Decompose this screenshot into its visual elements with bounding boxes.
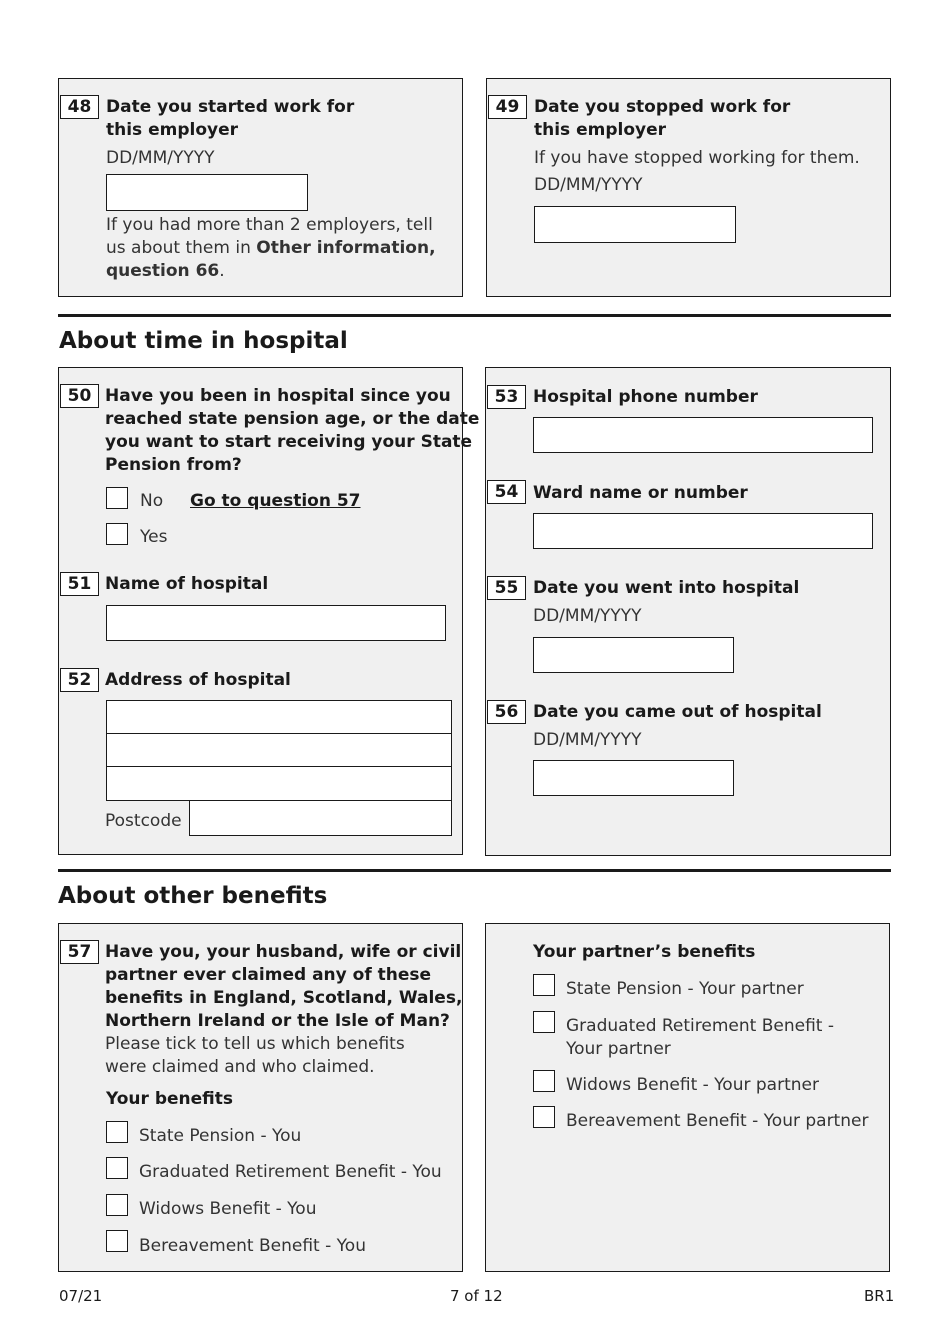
q55-title: Date you went into hospital	[533, 578, 800, 598]
q50-yes-label: Yes	[140, 527, 168, 547]
benefit-label: Bereavement Benefit - Your partner	[566, 1111, 869, 1131]
q49-hint: If you have stopped working for them. DD/MM/YYYY	[534, 148, 860, 195]
q56-date-out-input[interactable]	[533, 760, 734, 796]
q48-hint: DD/MM/YYYY	[106, 148, 215, 168]
q48-note: If you had more than 2 employers, tell us about them in Other information, question 66.	[106, 215, 436, 281]
section-heading-hospital: About time in hospital	[59, 328, 348, 354]
q57-title: Have you, your husband, wife or civil partner ever claimed any of these benefits in England, Scotland, Wales, Northern Ireland or the Isle of Man?	[105, 942, 463, 1031]
footer-page-number: 7 of 12	[450, 1287, 503, 1305]
partner-benefits-heading: Your partner’s benefits	[533, 942, 756, 962]
q48-title: Date you started work for this employer	[106, 97, 355, 140]
benefit-checkbox-bereavement-partner[interactable]	[533, 1106, 555, 1128]
q50-title: Have you been in hospital since you reached state pension age, or the date you want to start receiving your State Pension from?	[105, 386, 480, 475]
q57-hint: Please tick to tell us which benefits were claimed and who claimed.	[105, 1034, 405, 1077]
q52-postcode-input[interactable]	[189, 800, 452, 836]
section-heading-benefits: About other benefits	[58, 883, 328, 909]
q56-title: Date you came out of hospital	[533, 702, 822, 722]
benefit-checkbox-widows-partner[interactable]	[533, 1070, 555, 1092]
q50-no-checkbox[interactable]	[106, 487, 128, 509]
q51-hospital-name-input[interactable]	[106, 605, 446, 641]
q48-number: 48	[60, 95, 99, 119]
q51-number: 51	[60, 572, 99, 596]
q53-title: Hospital phone number	[533, 387, 758, 407]
benefit-label: State Pension - You	[139, 1126, 302, 1146]
footer-date: 07/21	[59, 1287, 103, 1305]
benefit-label: Graduated Retirement Benefit - Your partner	[566, 1016, 834, 1059]
benefit-label: Graduated Retirement Benefit - You	[139, 1162, 442, 1182]
q49-title: Date you stopped work for this employer	[534, 97, 791, 140]
benefit-checkbox-graduated-partner[interactable]	[533, 1011, 555, 1033]
q50-no-label: No	[140, 491, 164, 511]
q55-date-in-input[interactable]	[533, 637, 734, 673]
section-divider	[58, 869, 891, 872]
q49-number: 49	[488, 95, 527, 119]
q53-phone-input[interactable]	[533, 417, 873, 453]
section-divider	[58, 314, 891, 317]
q52-address-line2-input[interactable]	[106, 733, 452, 768]
q50-number: 50	[60, 384, 99, 408]
benefit-label: Bereavement Benefit - You	[139, 1236, 366, 1256]
benefit-checkbox-state-pension-you[interactable]	[106, 1121, 128, 1143]
q52-postcode-label: Postcode	[105, 811, 182, 831]
your-benefits-heading: Your benefits	[106, 1089, 234, 1109]
q54-title: Ward name or number	[533, 483, 748, 503]
q52-address-line3-input[interactable]	[106, 766, 452, 801]
q48-start-date-input[interactable]	[106, 174, 308, 211]
q55-hint: DD/MM/YYYY	[533, 606, 642, 626]
q52-number: 52	[60, 668, 99, 692]
q52-title: Address of hospital	[105, 670, 291, 690]
q55-number: 55	[487, 576, 526, 600]
q52-address-line1-input[interactable]	[106, 700, 452, 735]
q50-yes-checkbox[interactable]	[106, 523, 128, 545]
benefit-checkbox-graduated-you[interactable]	[106, 1157, 128, 1179]
q56-hint: DD/MM/YYYY	[533, 730, 642, 750]
benefit-checkbox-bereavement-you[interactable]	[106, 1230, 128, 1252]
q49-stop-date-input[interactable]	[534, 206, 736, 243]
benefit-label: Widows Benefit - You	[139, 1199, 317, 1219]
q54-number: 54	[487, 480, 526, 504]
q54-ward-input[interactable]	[533, 513, 873, 549]
benefit-label: Widows Benefit - Your partner	[566, 1075, 819, 1095]
q51-title: Name of hospital	[105, 574, 269, 594]
footer-form-code: BR1	[864, 1287, 895, 1305]
q57-number: 57	[60, 940, 99, 964]
benefit-label: State Pension - Your partner	[566, 979, 804, 999]
benefit-checkbox-state-pension-partner[interactable]	[533, 974, 555, 996]
q56-number: 56	[487, 700, 526, 724]
benefit-checkbox-widows-you[interactable]	[106, 1194, 128, 1216]
q50-goto-link[interactable]: Go to question 57	[190, 491, 361, 511]
q53-number: 53	[487, 385, 526, 409]
